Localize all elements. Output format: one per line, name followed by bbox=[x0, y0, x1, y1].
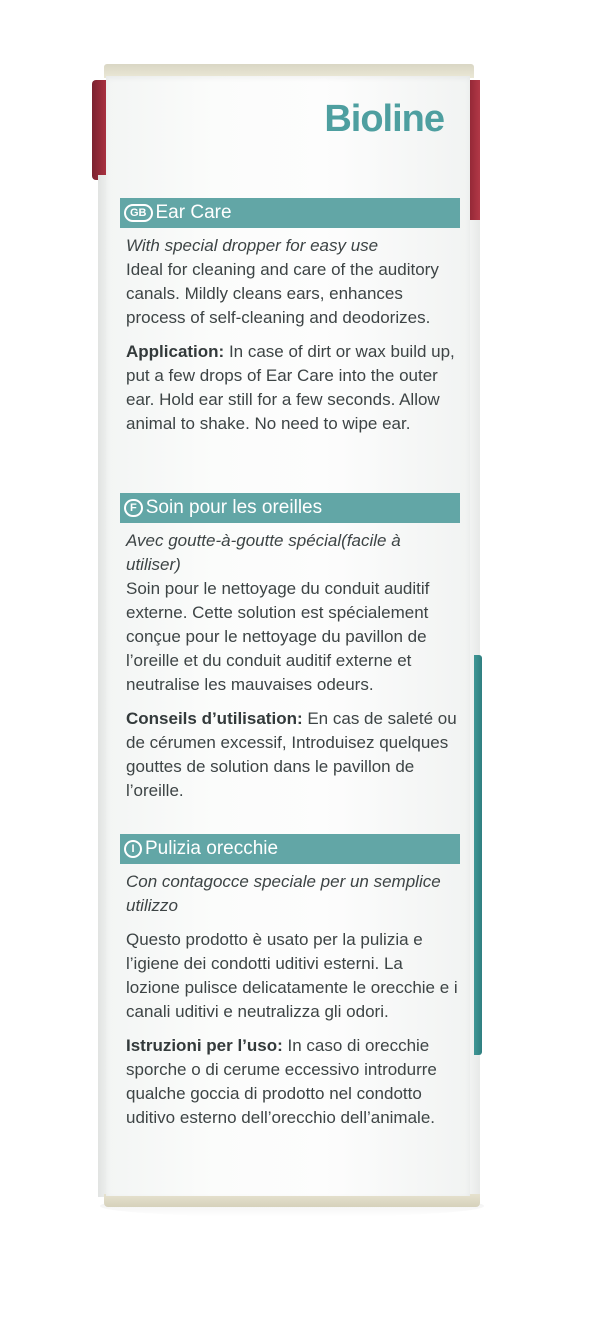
section-italian bbox=[120, 834, 460, 1130]
instructions-text: En cas de saleté ou de cérumen excessif, Introduisez quelques gouttes de solution dans le pavillon de l’oreille. bbox=[126, 709, 457, 800]
section-title: Soin pour les oreilles bbox=[145, 497, 323, 518]
instructions-label: Application: bbox=[126, 342, 225, 361]
section-subtitle: Con contagocce speciale per un semplice utilizzo bbox=[126, 872, 441, 915]
section-header bbox=[120, 493, 460, 523]
brand-logo: Bioline bbox=[324, 98, 444, 140]
box-side-left-red bbox=[92, 80, 106, 180]
section-description: Soin pour le nettoyage du conduit auditif externe. Cette solution est spécialement conçue pour le nettoyage du pavillon de l’oreille et du conduit auditif externe et neutralise les mauvaises odeurs. bbox=[126, 579, 430, 694]
instructions-text: In case of dirt or wax build up, put a few drops of Ear Care into the outer ear. Hold ear still for a few seconds. Allow animal to shake. No need to wipe ear. bbox=[126, 342, 455, 433]
instructions-label: Istruzioni per l’uso: bbox=[126, 1036, 283, 1055]
section-title: Pulizia orecchie bbox=[145, 838, 279, 859]
section-description: Questo prodotto è usato per la pulizia e l’igiene dei condotti uditivi esterni. La lozione pulisce delicatamente le orecchie e i canali uditivi e neutralizza gli odori. bbox=[126, 930, 458, 1021]
section-header bbox=[120, 198, 460, 228]
box-side-right-teal bbox=[474, 655, 482, 1055]
section-subtitle: Avec goutte-à-goutte spécial(facile à utiliser) bbox=[126, 531, 401, 574]
language-badge: F bbox=[124, 499, 143, 517]
section-description: Ideal for cleaning and care of the auditory canals. Mildly cleans ears, enhances process of self-cleaning and deodorizes. bbox=[126, 260, 439, 327]
box-front-panel bbox=[106, 76, 470, 1196]
instructions-label: Conseils d’utilisation: bbox=[126, 709, 303, 728]
section-instructions bbox=[126, 707, 460, 803]
language-badge: GB bbox=[124, 204, 153, 222]
section-title: Ear Care bbox=[155, 202, 232, 223]
section-instructions bbox=[126, 340, 460, 436]
section-french bbox=[120, 493, 460, 803]
section-instructions bbox=[126, 1034, 460, 1130]
section-english bbox=[120, 198, 460, 436]
section-subtitle: With special dropper for easy use bbox=[126, 236, 379, 255]
language-badge: I bbox=[124, 840, 142, 858]
instructions-text: In caso di orecchie sporche o di cerume eccessivo introdurre qualche goccia di prodotto nel condotto uditivo esterno dell’orecchio dell’animale. bbox=[126, 1036, 437, 1127]
section-header bbox=[120, 834, 460, 864]
